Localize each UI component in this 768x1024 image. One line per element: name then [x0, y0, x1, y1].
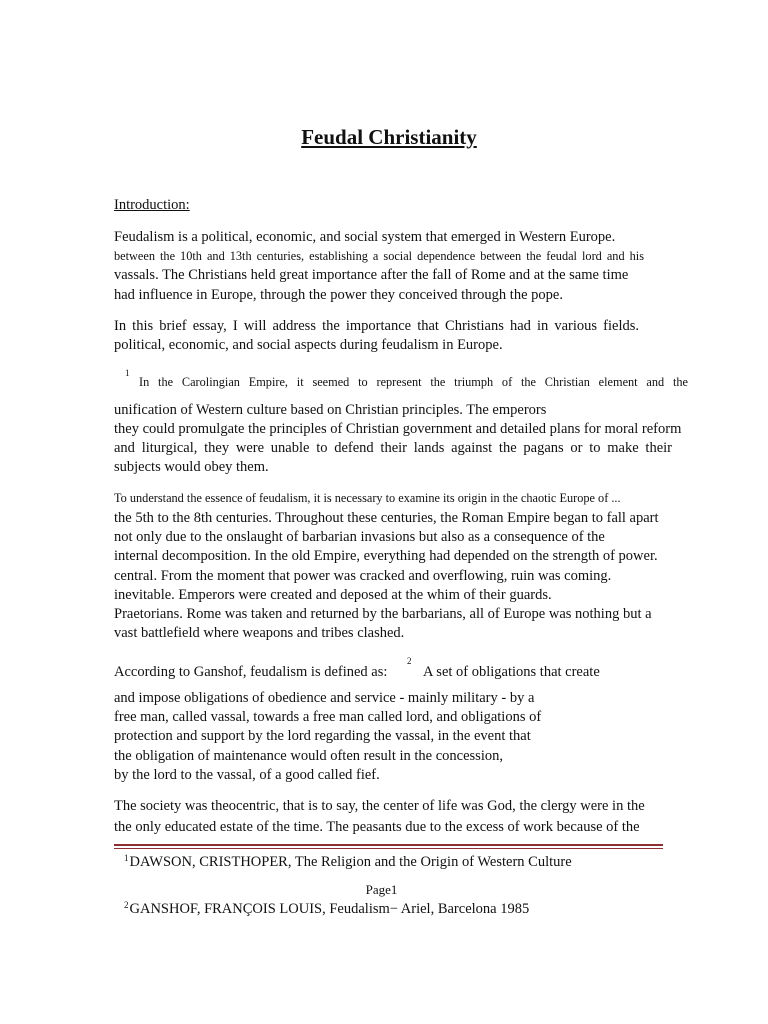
p1-line-4: had influence in Europe, through the power they conceived through the pope. [114, 287, 563, 303]
p5-line-4: protection and support by the lord regarding the vassal, in the event that [114, 728, 531, 744]
p4-line-7: Praetorians. Rome was taken and returned by the barbarians, all of Europe was nothing but a [114, 606, 652, 622]
document-title: Feudal Christianity [301, 125, 477, 149]
footnote-2 [124, 900, 529, 918]
footnote-ref-2: 2 [407, 656, 412, 666]
footnote-1 [124, 853, 572, 871]
p3-line-4: and liturgical, they were unable to defend their lands against the pagans or to make their [114, 440, 672, 456]
p4-line-5: central. From the moment that power was cracked and overflowing, ruin was coming. [114, 568, 612, 584]
p3-line-5: subjects would obey them. [114, 459, 269, 475]
p2-line-2: political, economic, and social aspects during feudalism in Europe. [114, 337, 503, 353]
p1-line-1: Feudalism is a political, economic, and social system that emerged in Western Europe. [114, 229, 616, 245]
footnote-divider-thin [114, 848, 663, 849]
p5-line-5: the obligation of maintenance would often result in the concession, [114, 748, 503, 764]
footnote-2-text: GANSHOF, FRANÇOIS LOUIS, Feudalism− Ariel, Barcelona 1985 [129, 901, 530, 917]
p2-line-1: In this brief essay, I will address the importance that Christians had in various fields. [114, 318, 639, 334]
intro-heading: Introduction: [114, 197, 190, 213]
p5-line-6: by the lord to the vassal, of a good called fief. [114, 767, 380, 783]
p5-line-1b: A set of obligations that create [423, 664, 600, 680]
p3-line-1: In the Carolingian Empire, it seemed to represent the triumph of the Christian element and the [139, 375, 688, 389]
p5-line-1a: According to Ganshof, feudalism is defined as: [114, 664, 388, 680]
p4-line-4: internal decomposition. In the old Empire, everything had depended on the strength of power. [114, 548, 658, 564]
p5-line-3: free man, called vassal, towards a free man called lord, and obligations of [114, 709, 542, 725]
footnote-1-number: 1 [124, 853, 129, 863]
footnote-ref-1: 1 [125, 368, 130, 378]
p6-line-2: the only educated estate of the time. The peasants due to the excess of work because of the [114, 819, 640, 835]
p4-line-3: not only due to the onslaught of barbarian invasions but also as a consequence of the [114, 529, 605, 545]
p6-line-1: The society was theocentric, that is to say, the center of life was God, the clergy were in the [114, 798, 645, 814]
p3-line-3: they could promulgate the principles of Christian government and detailed plans for moral reform [114, 421, 682, 437]
p4-line-8: vast battlefield where weapons and tribes clashed. [114, 625, 405, 641]
p3-line-2: unification of Western culture based on Christian principles. The emperors [114, 402, 547, 418]
p4-line-6: inevitable. Emperors were created and deposed at the whim of their guards. [114, 587, 552, 603]
footnote-2-number: 2 [124, 900, 129, 910]
page-number: Page1 [365, 882, 398, 897]
p4-line-2: the 5th to the 8th centuries. Throughout these centuries, the Roman Empire began to fall apart [114, 510, 659, 526]
p1-line-2: between the 10th and 13th centuries, establishing a social dependence between the feudal lord and his [114, 249, 644, 263]
p5-line-2: and impose obligations of obedience and service - mainly military - by a [114, 690, 535, 706]
footnote-1-text: DAWSON, CRISTHOPER, The Religion and the Origin of Western Culture [129, 854, 572, 870]
p4-line-1: To understand the essence of feudalism, it is necessary to examine its origin in the chaotic Europe of ... [114, 491, 621, 505]
p1-line-3: vassals. The Christians held great importance after the fall of Rome and at the same time [114, 267, 629, 283]
footnote-divider-thick [114, 844, 663, 846]
